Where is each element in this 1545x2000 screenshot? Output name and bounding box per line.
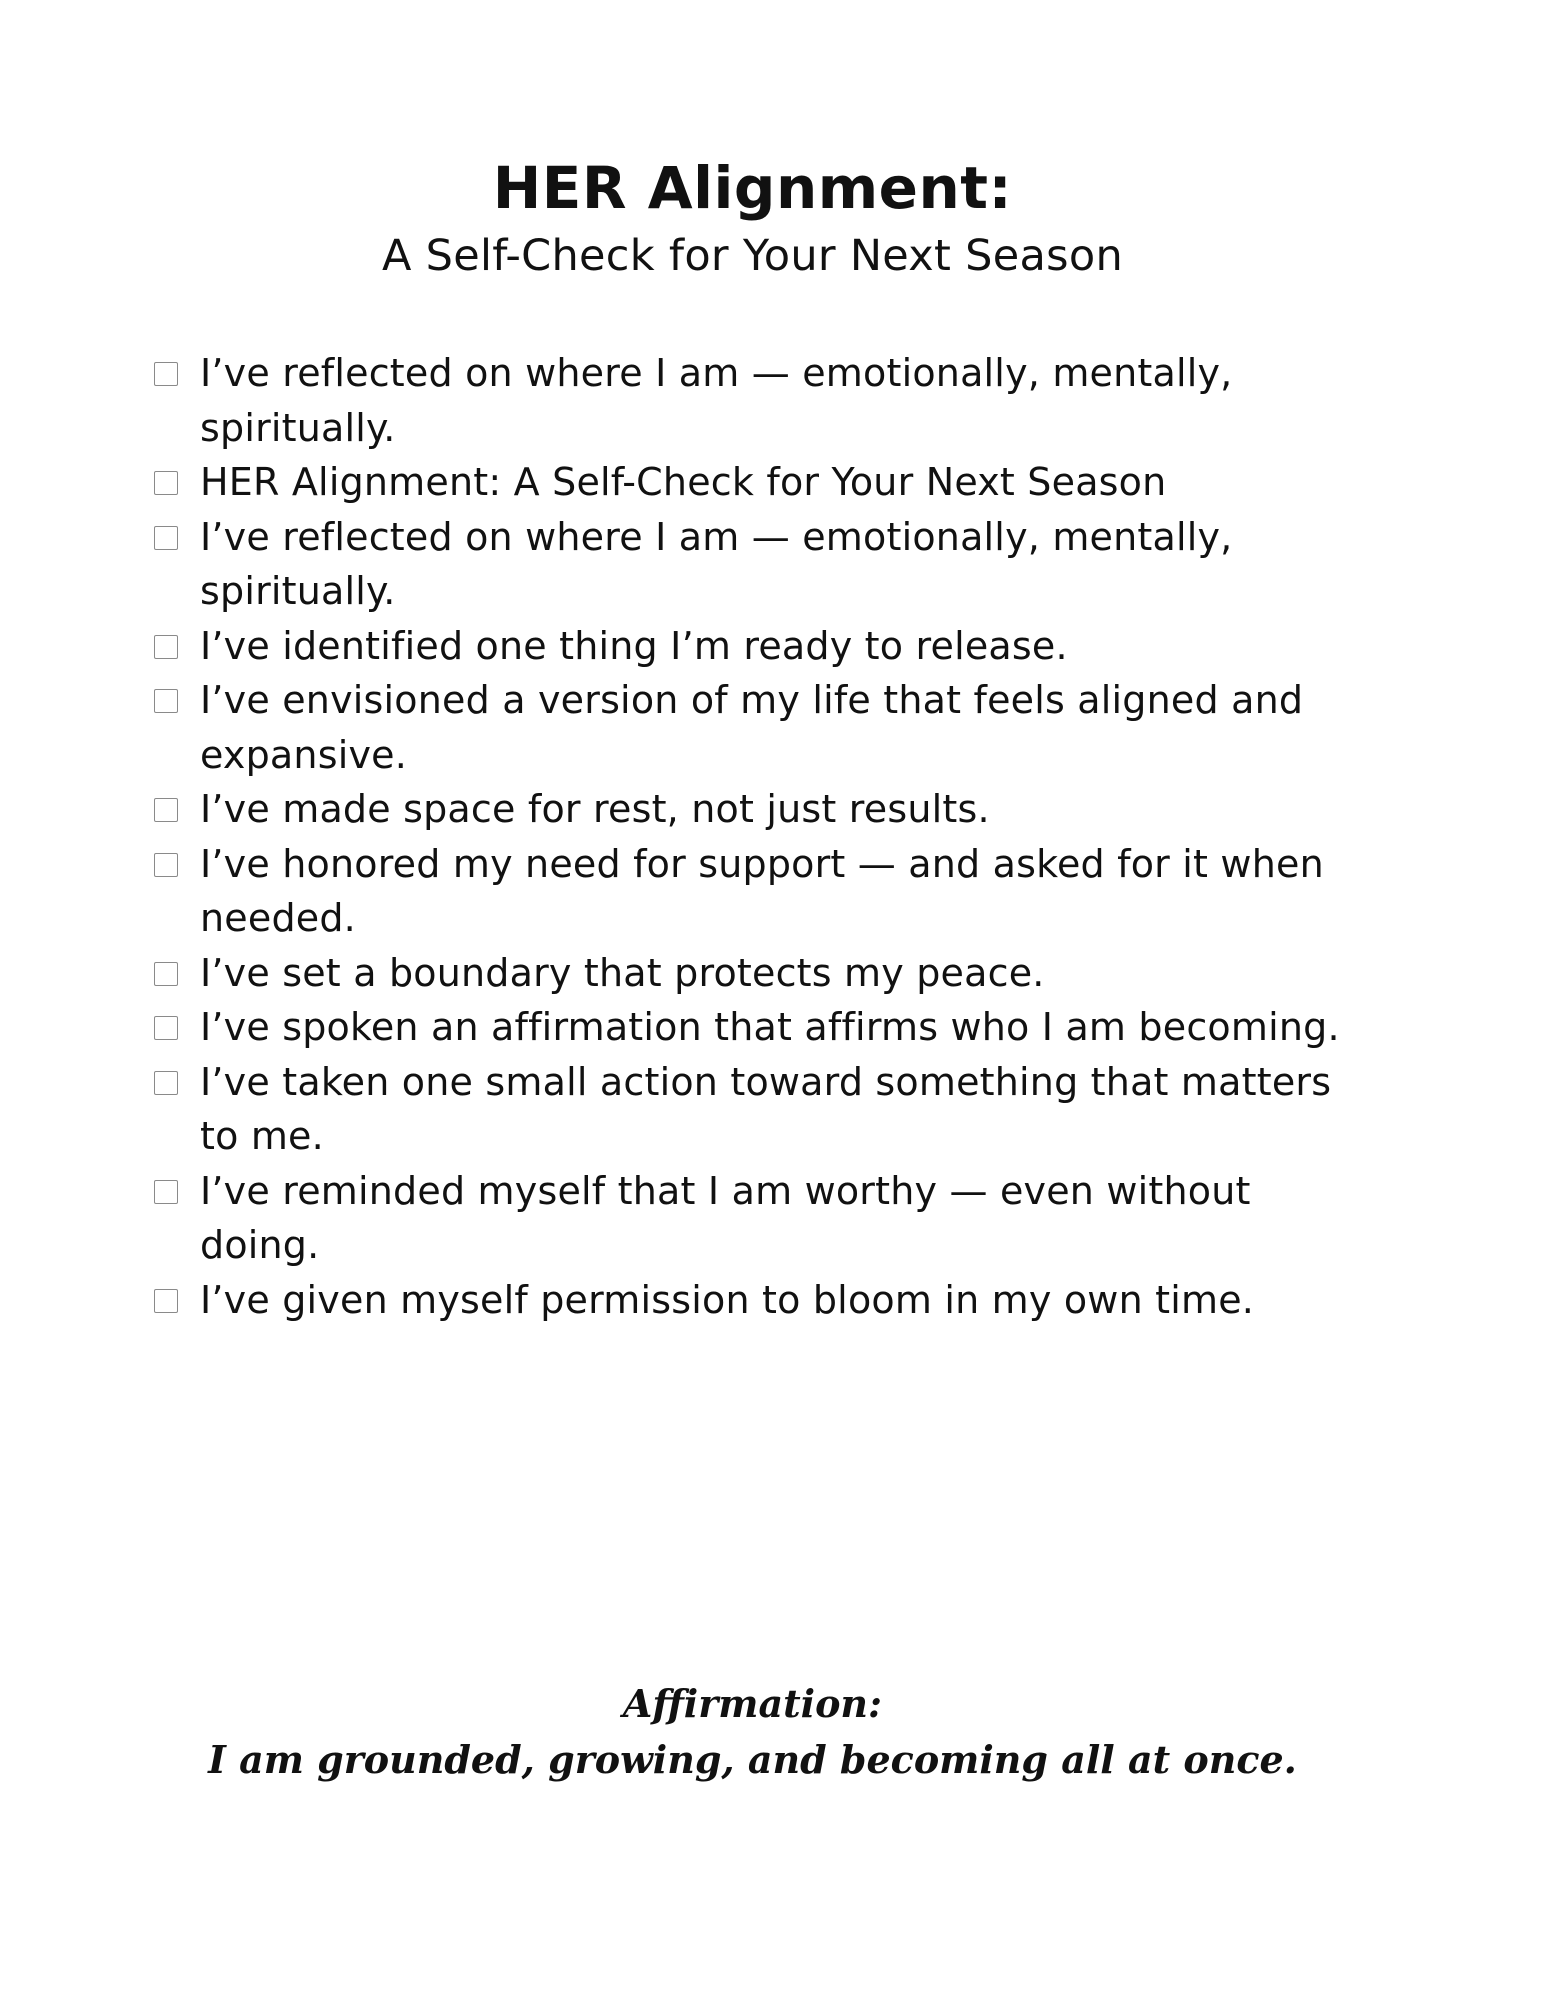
checklist-item-label: I’ve spoken an affirmation that affirms who I am becoming. <box>200 1005 1340 1049</box>
checklist-item-label: I’ve given myself permission to bloom in my own time. <box>200 1277 1255 1322</box>
checklist-item-label: I’ve reflected on where I am — emotionally, mentally, spiritually. <box>200 351 1233 450</box>
checkbox-icon[interactable] <box>154 1016 178 1040</box>
checklist-item[interactable] <box>150 1055 1350 1164</box>
checklist-item-label: I’ve honored my need for support — and asked for it when needed. <box>200 841 1324 940</box>
checklist-item[interactable] <box>150 510 1350 619</box>
page-title: HER Alignment: <box>492 154 1013 222</box>
checkbox-icon[interactable] <box>154 1289 178 1313</box>
checklist-item[interactable] <box>150 1273 1350 1328</box>
checklist-item-label: HER Alignment: A Self-Check for Your Next Season <box>200 460 1167 504</box>
checkbox-icon[interactable] <box>154 635 178 659</box>
checklist-item[interactable] <box>150 455 1350 510</box>
checkbox-icon[interactable] <box>154 1071 178 1095</box>
checkbox-icon[interactable] <box>154 471 178 495</box>
checkbox-icon[interactable] <box>154 798 178 822</box>
checklist-item[interactable] <box>150 1164 1350 1273</box>
checkbox-icon[interactable] <box>154 362 178 386</box>
checkbox-icon[interactable] <box>154 1180 178 1204</box>
checklist-item-label: I’ve reminded myself that I am worthy — even without doing. <box>200 1168 1251 1267</box>
checkbox-icon[interactable] <box>154 853 178 877</box>
checklist-item[interactable] <box>150 673 1350 782</box>
checklist-item-label: I’ve reflected on where I am — emotionally, mentally, spiritually. <box>200 514 1233 613</box>
checklist-item[interactable] <box>150 946 1350 1001</box>
checkbox-icon[interactable] <box>154 526 178 550</box>
checklist-item[interactable] <box>150 619 1350 674</box>
checkbox-icon[interactable] <box>154 962 178 986</box>
affirmation-text: I am grounded, growing, and becoming all at once. <box>208 1737 1297 1782</box>
affirmation-heading: Affirmation: <box>622 1681 883 1726</box>
checklist-item-label: I’ve set a boundary that protects my peace. <box>200 950 1045 995</box>
page-subtitle: A Self-Check for Your Next Season <box>381 231 1124 281</box>
checklist-item[interactable] <box>150 346 1350 455</box>
checklist-item[interactable] <box>150 1000 1350 1055</box>
checklist-item[interactable] <box>150 837 1350 946</box>
checkbox-icon[interactable] <box>154 689 178 713</box>
checklist-item-label: I’ve taken one small action toward something that matters to me. <box>200 1059 1332 1158</box>
checklist-item[interactable] <box>150 782 1350 837</box>
checklist-item-label: I’ve made space for rest, not just results. <box>200 787 990 831</box>
affirmation-block <box>0 1676 1505 1788</box>
checklist-item-label: I’ve identified one thing I’m ready to release. <box>200 623 1068 668</box>
self-check-list <box>150 346 1350 1327</box>
checklist-item-label: I’ve envisioned a version of my life that feels aligned and expansive. <box>200 678 1304 777</box>
